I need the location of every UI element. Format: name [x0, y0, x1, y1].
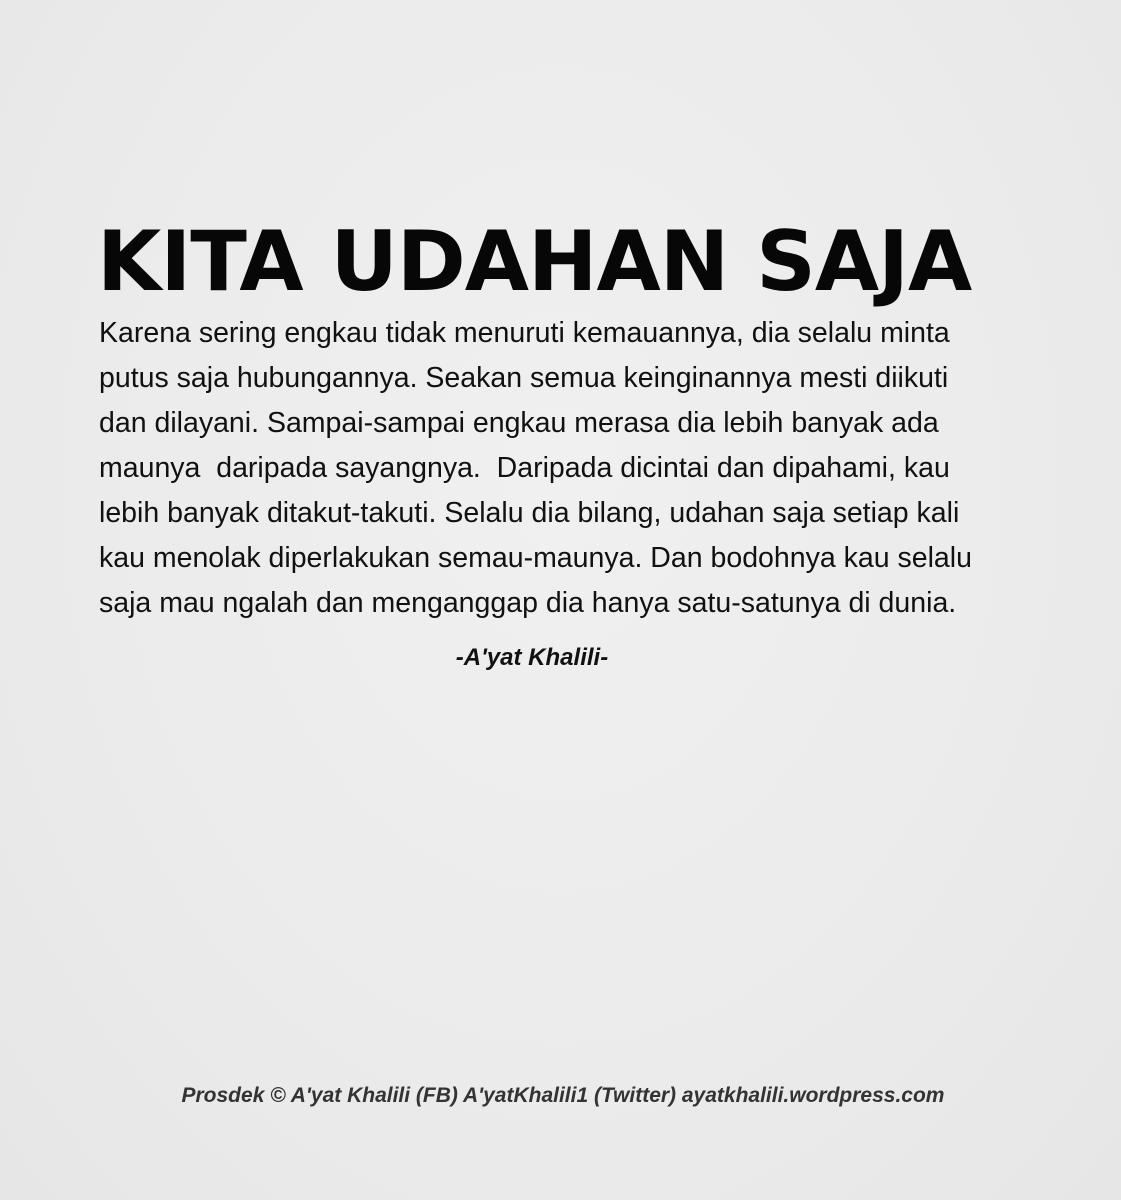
quote-body-line: putus saja hubungannya. Seakan semua keinginannya mesti diikuti: [99, 362, 949, 394]
quote-body-line: maunya daripada sayangnya. Daripada dicintai dan dipahami, kau: [99, 452, 950, 484]
quote-body-line: dan dilayani. Sampai-sampai engkau merasa dia lebih banyak ada: [99, 407, 939, 439]
quote-author: -A'yat Khalili-: [455, 644, 609, 671]
quote-body: [99, 311, 1059, 626]
quote-body-line: kau menolak diperlakukan semau-maunya. Dan bodohnya kau selalu: [99, 542, 972, 574]
credits-footer: Prosdek © A'yat Khalili (FB) A'yatKhalili1 (Twitter) ayatkhalili.wordpress.com: [181, 1084, 945, 1107]
quote-body-line: saja mau ngalah dan menganggap dia hanya satu-satunya di dunia.: [99, 587, 957, 619]
quote-title: KITA UDAHAN SAJA: [97, 213, 972, 310]
quote-body-line: Karena sering engkau tidak menuruti kemauannya, dia selalu minta: [99, 317, 950, 349]
quote-body-line: lebih banyak ditakut-takuti. Selalu dia bilang, udahan saja setiap kali: [99, 497, 960, 529]
